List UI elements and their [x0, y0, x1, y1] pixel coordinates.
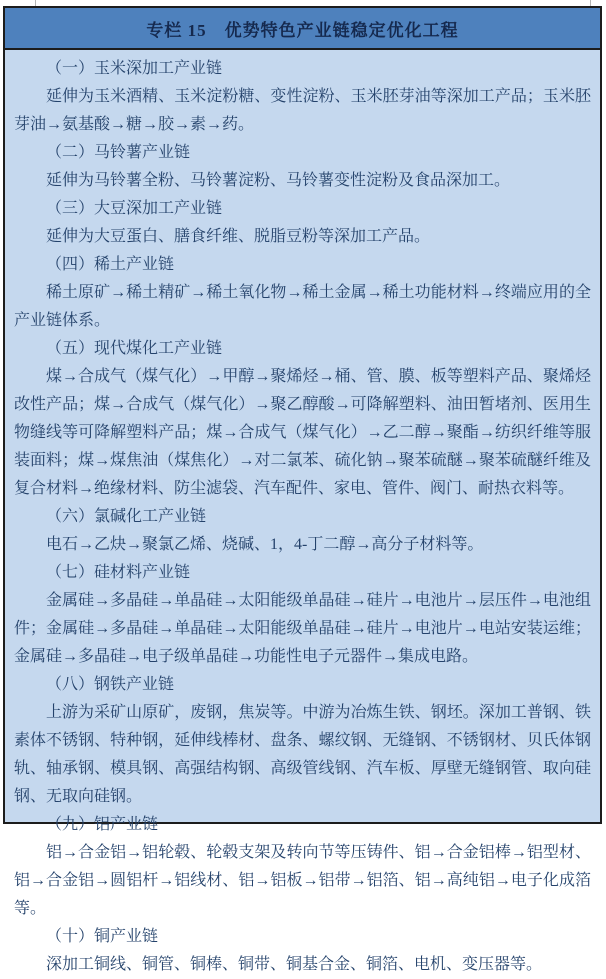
- section-body: 上游为采矿山原矿，废钢，焦炭等。中游为冶炼生铁、钢坯。深加工普钢、铁素体不锈钢、特种钢，延伸线棒材、盘条、螺纹钢、无缝钢、不锈钢材、贝氏体钢轨、轴承钢、模具钢、高强结构钢、高级管线钢、汽车板、厚壁无缝钢管、取向硅钢、无取向硅钢。: [14, 704, 591, 805]
- section-heading: （七）硅材料产业链: [46, 564, 191, 581]
- section-body: 深加工铜线、铜管、铜棒、铜带、铜基合金、铜箔、电机、变压器等。: [46, 956, 543, 973]
- column-box-body: [5, 50, 600, 973]
- section-heading: （三）大豆深加工产业链: [46, 200, 223, 217]
- column-box-title: 专栏 15 优势特色产业链稳定优化工程: [146, 20, 459, 40]
- section-body: 延伸为马铃薯全粉、马铃薯淀粉、马铃薯变性淀粉及食品深加工。: [46, 172, 511, 189]
- section-body: 电石→乙炔→聚氯乙烯、烧碱、1，4-丁二醇→高分子材料等。: [46, 536, 484, 553]
- section-body: 延伸为大豆蛋白、膳食纤维、脱脂豆粉等深加工产品。: [46, 228, 431, 245]
- column-box: [3, 6, 602, 973]
- section-body: 金属硅→多晶硅→单晶硅→太阳能级单晶硅→硅片→电池片→层压件→电池组件；金属硅→多晶硅→单晶硅→太阳能级单晶硅→硅片→电池片→电站安装运维；金属硅→多晶硅→电子级单晶硅→功能性电子元器件→集成电路。: [14, 592, 591, 665]
- section-heading: （八）钢铁产业链: [46, 676, 175, 693]
- column-box-header: [5, 8, 600, 50]
- sections: [14, 55, 591, 979]
- section-body: 稀土原矿→稀土精矿→稀土氧化物→稀土金属→稀土功能材料→终端应用的全产业链体系。: [14, 284, 591, 329]
- section-heading: （一）玉米深加工产业链: [46, 60, 223, 77]
- section-heading: （四）稀土产业链: [46, 256, 175, 273]
- section-heading: （五）现代煤化工产业链: [46, 340, 223, 357]
- section-body: 铝→合金铝→铝轮毂、轮毂支架及转向节等压铸件、铝→合金铝棒→铝型材、铝→合金铝→圆铝杆→铝线材、铝→铝板→铝带→铝箔、铝→高纯铝→电子化成箔等。: [14, 844, 591, 917]
- section-heading: （九）铝产业链: [46, 816, 159, 833]
- section-heading: （十）铜产业链: [46, 928, 159, 945]
- section-body: 煤→合成气（煤气化）→甲醇→聚烯烃→桶、管、膜、板等塑料产品、聚烯烃改性产品；煤→合成气（煤气化）→聚乙醇酸→可降解塑料、油田暂堵剂、医用生物缝线等可降解塑料产品；煤→合成气（煤气化）→乙二醇→聚酯→纺织纤维等服装面料；煤→煤焦油（煤焦化）→对二氯苯、硫化钠→聚苯硫醚→聚苯硫醚纤维及复合材料→绝缘材料、防尘滤袋、汽车配件、家电、管件、阀门、耐热衣料等。: [14, 368, 591, 497]
- section-body: 延伸为玉米酒精、玉米淀粉糖、变性淀粉、玉米胚芽油等深加工产品；玉米胚芽油→氨基酸→糖→胶→素→药。: [14, 88, 591, 133]
- section-heading: （二）马铃薯产业链: [46, 144, 191, 161]
- section-heading: （六）氯碱化工产业链: [46, 508, 207, 525]
